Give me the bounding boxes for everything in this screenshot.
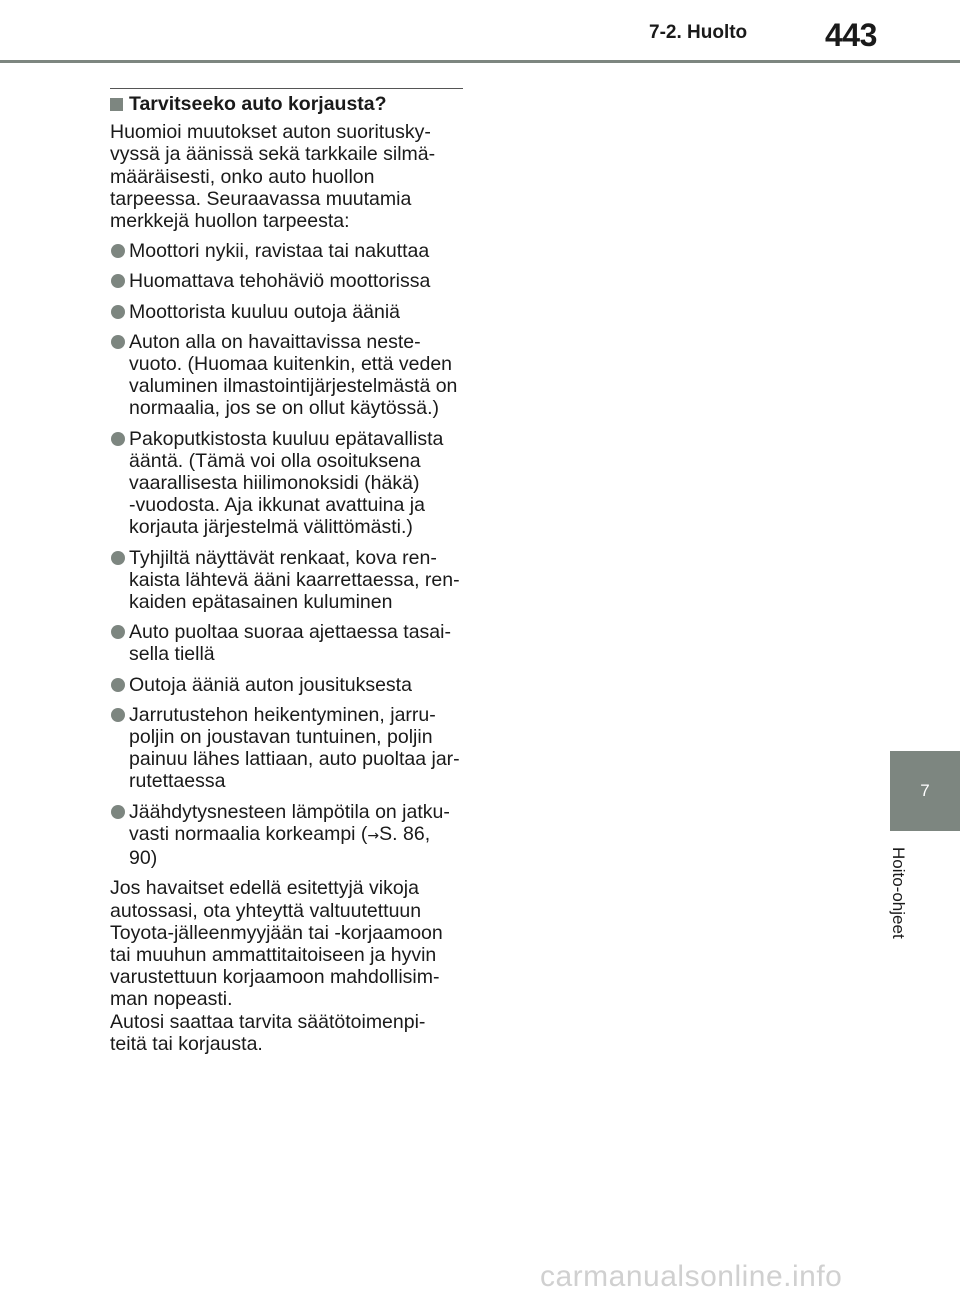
text-line: autossasi, ota yhteyttä valtuutettuun xyxy=(110,899,422,922)
section-title-divider xyxy=(110,88,463,89)
chapter-heading: 7-2. Huolto xyxy=(649,22,748,43)
list-item xyxy=(110,331,470,420)
text-line: Tyhjiltä näyttävät renkaat, kova ren- xyxy=(129,546,437,569)
list-item xyxy=(110,704,470,793)
header-divider xyxy=(0,60,960,63)
circle-bullet-icon xyxy=(111,432,125,446)
text-line: man nopeasti. xyxy=(110,988,233,1011)
circle-bullet-icon xyxy=(111,244,125,258)
circle-bullet-icon xyxy=(111,551,125,565)
text-line: vaarallisesta hiilimonoksidi (häkä) xyxy=(129,472,420,495)
text-line: kaiden epätasainen kuluminen xyxy=(129,591,393,614)
watermark: carmanualsonline.info xyxy=(540,1260,843,1293)
text-fragment: vasti normaalia korkeampi ( xyxy=(129,822,368,845)
text-line: Moottorista kuuluu outoja ääniä xyxy=(129,300,401,323)
list-item xyxy=(110,240,470,262)
text-line: -vuodosta. Aja ikkunat avattuina ja xyxy=(129,494,425,517)
circle-bullet-icon xyxy=(111,805,125,819)
text-line: Jos havaitset edellä esitettyjä vikoja xyxy=(110,877,419,900)
text-line: määräisesti, onko auto huollon xyxy=(110,165,375,188)
text-line: ääntä. (Tämä voi olla osoituksena xyxy=(129,449,421,472)
circle-bullet-icon xyxy=(111,708,125,722)
text-line: korjauta järjestelmä välittömästi.) xyxy=(129,516,413,539)
text-line: Jarrutustehon heikentyminen, jarru- xyxy=(129,703,436,726)
text-line: kaista lähtevä ääni kaarrettaessa, ren- xyxy=(129,568,460,591)
list-item xyxy=(110,801,470,870)
text-line: 90) xyxy=(129,847,158,870)
text-line: Moottori nykii, ravistaa tai nakuttaa xyxy=(129,240,430,263)
text-line: merkkejä huollon tarpeesta: xyxy=(110,210,350,233)
text-line xyxy=(129,823,470,847)
page-number: 443 xyxy=(825,17,877,53)
chapter-tab-label-text: Hoito-ohjeet xyxy=(889,847,908,939)
text-line: Auto puoltaa suoraa ajettaessa tasai- xyxy=(129,621,451,644)
text-line: Pakoputkistosta kuuluu epätavallista xyxy=(129,427,444,450)
chapter-tab-label xyxy=(888,847,924,1007)
outro-paragraph xyxy=(110,877,470,1055)
section-title-text: Tarvitseeko auto korjausta? xyxy=(129,93,387,115)
list-item xyxy=(110,621,470,665)
text-line: Outoja ääniä auton jousituksesta xyxy=(129,673,412,696)
section-title xyxy=(110,93,470,115)
text-line: tai muuhun ammattitaitoiseen ja hyvin xyxy=(110,943,437,966)
list-item xyxy=(110,547,470,614)
list-item xyxy=(110,428,470,539)
chapter-tab-number: 7 xyxy=(920,781,930,800)
circle-bullet-icon xyxy=(111,625,125,639)
chapter-tab[interactable] xyxy=(890,751,960,831)
text-line: Autosi saattaa tarvita säätötoimenpi- xyxy=(110,1010,426,1033)
text-line: rutettaessa xyxy=(129,770,226,793)
arrow-right-icon: → xyxy=(367,827,380,844)
list-item xyxy=(110,301,470,323)
text-line: varustettuun korjaamoon mahdollisim- xyxy=(110,966,440,989)
text-line: Jäähdytysnesteen lämpötila on jatku- xyxy=(129,800,450,823)
text-line: Huomattava tehohäviö moottorissa xyxy=(129,270,431,293)
list-item xyxy=(110,270,470,292)
text-line: painuu lähes lattiaan, auto puoltaa jar- xyxy=(129,748,460,771)
main-content xyxy=(110,93,470,1063)
text-line: vyssä ja äänissä sekä tarkkaile silmä- xyxy=(110,143,436,166)
circle-bullet-icon xyxy=(111,305,125,319)
text-line: poljin on joustavan tuntuinen, poljin xyxy=(129,726,433,749)
text-line: normaalia, jos se on ollut käytössä.) xyxy=(129,397,439,420)
circle-bullet-icon xyxy=(111,335,125,349)
text-line: valuminen ilmastointijärjestelmästä on xyxy=(129,375,458,398)
circle-bullet-icon xyxy=(111,678,125,692)
text-line: teitä tai korjausta. xyxy=(110,1032,263,1055)
intro-paragraph xyxy=(110,121,470,232)
text-line: Toyota-jälleenmyyjään tai -korjaamoon xyxy=(110,921,443,944)
circle-bullet-icon xyxy=(111,274,125,288)
text-line: sella tiellä xyxy=(129,643,215,666)
text-line: vuoto. (Huomaa kuitenkin, että veden xyxy=(129,353,453,376)
square-icon xyxy=(110,98,123,111)
text-line: Huomioi muutokset auton suoritusky- xyxy=(110,121,431,144)
page-reference-link[interactable]: S. 86, xyxy=(379,822,431,845)
list-item xyxy=(110,674,470,696)
text-line: tarpeessa. Seuraavassa muutamia xyxy=(110,187,412,210)
text-line: Auton alla on havaittavissa neste- xyxy=(129,330,421,353)
